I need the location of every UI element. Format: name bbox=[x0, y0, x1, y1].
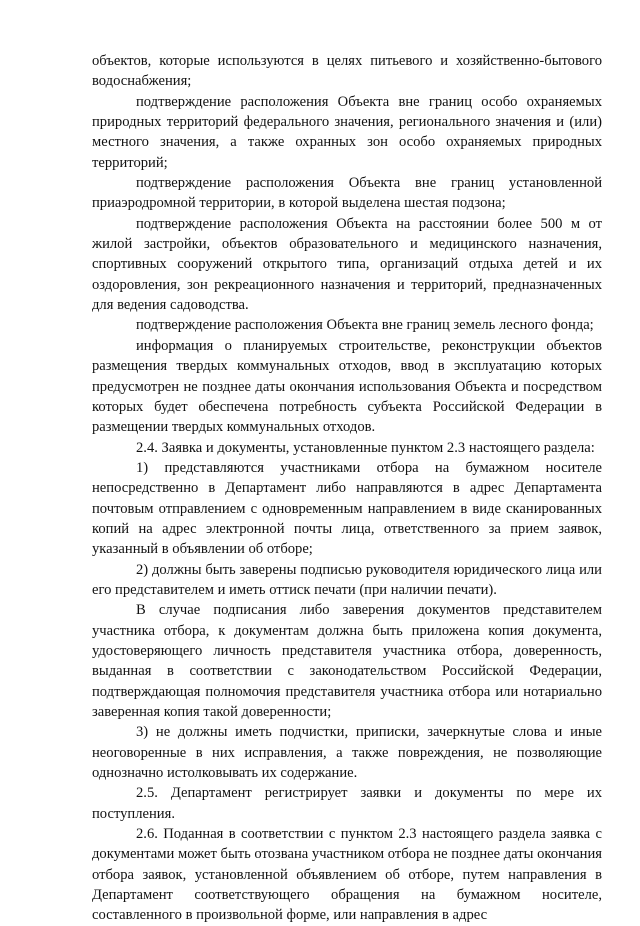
paragraph-section-2-4: 2.4. Заявка и документы, установленные пунктом 2.3 настоящего раздела: bbox=[136, 439, 595, 456]
paragraph-planned-construction: информация о планируемых строительстве, реконструкции объектов размещения твердых коммунальных отходов, ввод в эксплуатацию которых предусмотрен не позднее даты окончания использования Объекта и посредством которых будет обеспечена потребность субъекта Российской Федерации в размещении твердых коммунальных отходов. bbox=[92, 337, 602, 436]
paragraph-representative: В случае подписания либо заверения документов представителем участника отбора, к документам должна быть приложена копия документа, удостоверяющего личность представителя участника отбора, доверенность, выданная в соответствии с законодательством Российской Федерации, подтверждающая полномочия представителя участника отбора или нотариально заверенная копия такой доверенности; bbox=[92, 602, 602, 720]
paragraph-item-1: 1) представляются участниками отбора на бумажном носителе непосредственно в Департамент либо направляются в адрес Департамента почтовым отправлением с одновременным направлением в виде сканированных копий на адрес электронной почты лица, ответственного за прием заявок, указанный в объявлении об отборе; bbox=[92, 459, 602, 558]
paragraph-water-supply-objects: объектов, которые используются в целях питьевого и хозяйственно-бытового водоснабжения; bbox=[92, 53, 602, 90]
paragraph-section-2-5: 2.5. Департамент регистрирует заявки и документы по мере их поступления. bbox=[92, 785, 602, 822]
paragraph-protected-areas: подтверждение расположения Объекта вне границ особо охраняемых природных территорий федерального значения, регионального значения и (или) местного значения, а также охранных зон особо охраняемых природных территорий; bbox=[92, 93, 602, 171]
document-page bbox=[92, 51, 602, 926]
paragraph-forest-fund: подтверждение расположения Объекта вне границ земель лесного фонда; bbox=[136, 317, 594, 334]
paragraph-item-3: 3) не должны иметь подчистки, приписки, зачеркнутые слова и иные неоговоренные в них исправления, а также повреждения, не позволяющие однозначно истолковывать их содержание. bbox=[92, 724, 602, 782]
paragraph-item-2: 2) должны быть заверены подписью руководителя юридического лица или его представителем и иметь оттиск печати (при наличии печати). bbox=[92, 561, 602, 598]
paragraph-section-2-6: 2.6. Поданная в соответствии с пунктом 2.3 настоящего раздела заявка с документами может быть отозвана участником отбора не позднее даты окончания отбора заявок, установленной объявлением об отборе, путем направления в Департамент соответствующего обращения на бумажном носителе, составленного в произвольной форме, или направления в адрес bbox=[92, 826, 603, 924]
paragraph-airfield-territory: подтверждение расположения Объекта вне границ установленной приаэродромной территории, в которой выделена шестая подзона; bbox=[92, 175, 602, 212]
paragraph-distance-500m: подтверждение расположения Объекта на расстоянии более 500 м от жилой застройки, объектов образовательного и медицинского назначения, спортивных сооружений открытого типа, организаций отдыха детей и их оздоровления, зон рекреационного назначения и территорий, предназначенных для ведения садоводства. bbox=[92, 215, 602, 314]
